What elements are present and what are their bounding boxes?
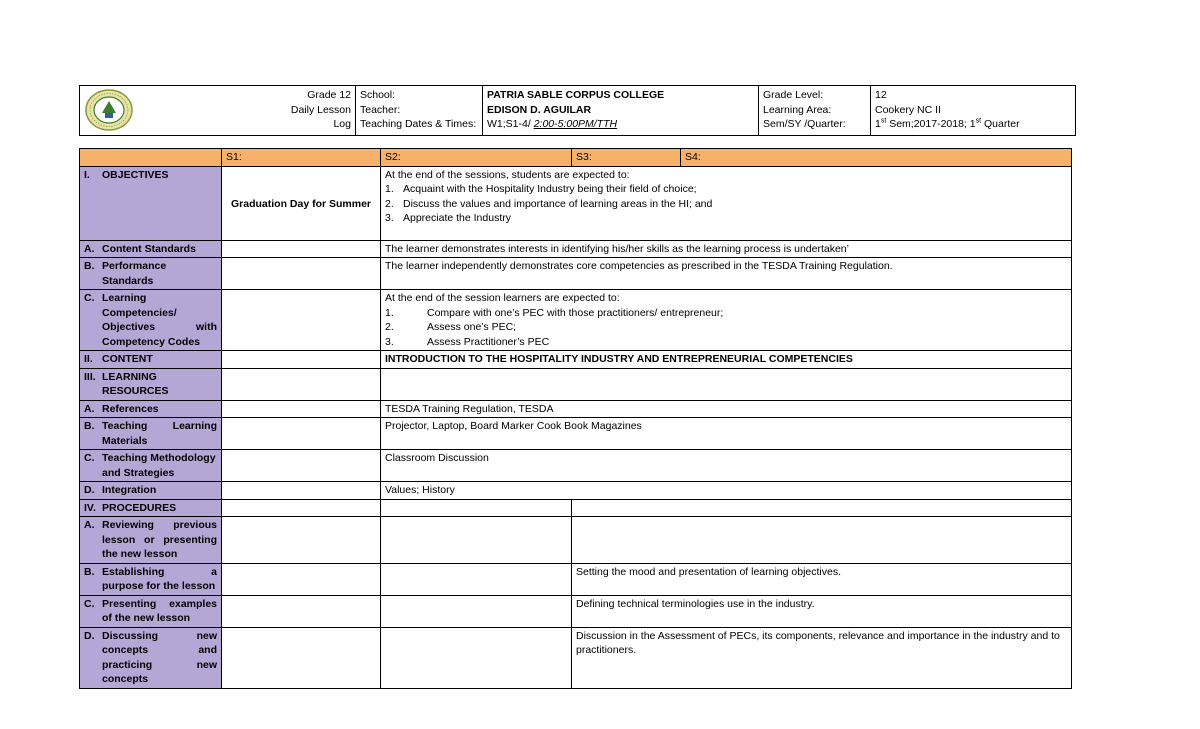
empty-cell [222,595,381,627]
materials-label: B. Teaching Learning Materials [80,418,222,450]
objectives-label: I. OBJECTIVES [80,166,222,240]
references-label: A. References [80,400,222,418]
learning-area-value: Cookery NC II [875,103,941,116]
purpose-label: B. Establishing a purpose for the lesson [80,563,222,595]
header-table [79,85,1076,136]
grade-label: Grade 12 [307,89,351,101]
reviewing-label: A. Reviewing previous lesson or presenting the new lesson [80,517,222,564]
methodology-row [80,450,1072,482]
teacher-name: EDISON D. AGUILAR [487,103,592,116]
discussing-label: D. Discussing new concepts and practicing new concepts [80,627,222,688]
examples-text: Defining technical terminologies use in the industry. [572,595,1072,627]
competency-item-2: 2. Assess one’s PEC; [385,321,517,333]
methodology-text: Classroom Discussion [381,450,1072,482]
performance-standards-text: The learner independently demonstrates core competencies as prescribed in the TESDA Training Regulation. [381,258,1072,290]
empty-cell [222,482,381,500]
content-standards-label: A. Content Standards [80,240,222,258]
empty-cell [222,563,381,595]
references-row [80,400,1072,418]
purpose-text: Setting the mood and presentation of learning objectives. [572,563,1072,595]
empty-cell [381,368,1072,400]
objectives-content [381,166,1072,240]
header-title-cell [80,86,356,136]
session-s3: S3: [572,149,681,167]
learning-area-label: Learning Area: [763,103,832,116]
empty-cell [381,595,572,627]
grade-level-label: Grade Level: [763,89,824,101]
grade-labels-cell [759,86,871,136]
materials-row [80,418,1072,450]
grade-level-value: 12 [875,89,887,101]
competency-item-3: 3. Assess Practitioner’s PEC [385,335,550,348]
teacher-label: Teacher: [360,103,401,116]
discussing-text: Discussion in the Assessment of PECs, its components, relevance and importance in the industry and to practitioners. [572,627,1072,688]
sem-label: Sem/SY /Quarter: [763,118,846,130]
objective-item-3: 3. Appreciate the Industry [385,212,511,224]
session-header-blank [80,149,222,167]
content-label: II. CONTENT [80,351,222,369]
competencies-label: C. Learning Competencies/ Objectives with Competency Codes [80,290,222,351]
procedures-label: IV. PROCEDURES [80,499,222,517]
competency-item-1: 1. Compare with one’s PEC with those practitioners/ entrepreneur; [385,306,724,319]
session-s2: S2: [381,149,572,167]
references-text: TESDA Training Regulation, TESDA [381,400,1072,418]
dates-time: 2:00-5:00PM/TTH [533,118,618,130]
school-label: School: [360,89,396,101]
objective-item-2: 2. Discuss the values and importance of learning areas in the HI; and [385,197,713,210]
sem-value: 1st Sem;2017-2018; 1st Quarter [875,117,1020,130]
school-labels-cell [356,86,483,136]
objectives-intro: At the end of the sessions, students are expected to: [385,168,630,181]
dates-prefix: W1;S1-4/ [487,118,534,130]
methodology-label: C. Teaching Methodology and Strategies [80,450,222,482]
materials-text: Projector, Laptop, Board Marker Cook Book Magazines [381,418,1072,450]
school-name: PATRIA SABLE CORPUS COLLEGE [487,89,665,101]
dates-label: Teaching Dates & Times: [360,118,477,130]
content-text: INTRODUCTION TO THE HOSPITALITY INDUSTRY AND ENTREPRENEURIAL COMPETENCIES [381,351,1072,369]
empty-cell [222,290,381,351]
integration-text: Values; History [381,482,1072,500]
reviewing-text [572,517,1072,564]
content-row [80,351,1072,369]
log-label: Log [333,118,351,130]
empty-cell [381,499,572,517]
competencies-intro: At the end of the session learners are expected to: [385,292,620,304]
teaching-dates [487,117,754,132]
performance-standards-label: B. Performance Standards [80,258,222,290]
empty-cell [222,450,381,482]
empty-cell [381,627,572,688]
graduation-note: Graduation Day for Summer [222,166,381,240]
purpose-row [80,563,1072,595]
grade-values-cell [871,86,1076,136]
empty-cell [222,351,381,369]
empty-cell [222,368,381,400]
content-standards-text: The learner demonstrates interests in identifying his/her skills as the learning process is undertaken’ [381,240,1072,258]
session-s4: S4: [681,149,1072,167]
discussing-row [80,627,1072,688]
integration-label: D. Integration [80,482,222,500]
examples-label: C. Presenting examples of the new lesson [80,595,222,627]
competencies-row [80,290,1072,351]
empty-cell [381,563,572,595]
daily-lesson-label: Daily Lesson [290,103,351,116]
school-values-cell [483,86,759,136]
integration-row [80,482,1072,500]
empty-cell [222,517,381,564]
learning-resources-label: III. LEARNING RESOURCES [80,368,222,400]
learning-resources-row [80,368,1072,400]
examples-row [80,595,1072,627]
empty-cell [222,627,381,688]
session-s1: S1: [222,149,381,167]
empty-cell [222,400,381,418]
empty-cell [222,258,381,290]
empty-cell [222,499,381,517]
empty-cell [222,418,381,450]
session-header-row [80,149,1072,167]
empty-cell [572,499,1072,517]
performance-standards-row [80,258,1072,290]
reviewing-row [80,517,1072,564]
competencies-content [381,290,1072,351]
content-standards-row [80,240,1072,258]
objectives-row [80,166,1072,240]
empty-cell [222,240,381,258]
empty-cell [381,517,572,564]
objective-item-1: 1. Acquaint with the Hospitality Industry being their field of choice; [385,183,697,195]
lesson-table [79,148,1072,689]
procedures-row [80,499,1072,517]
